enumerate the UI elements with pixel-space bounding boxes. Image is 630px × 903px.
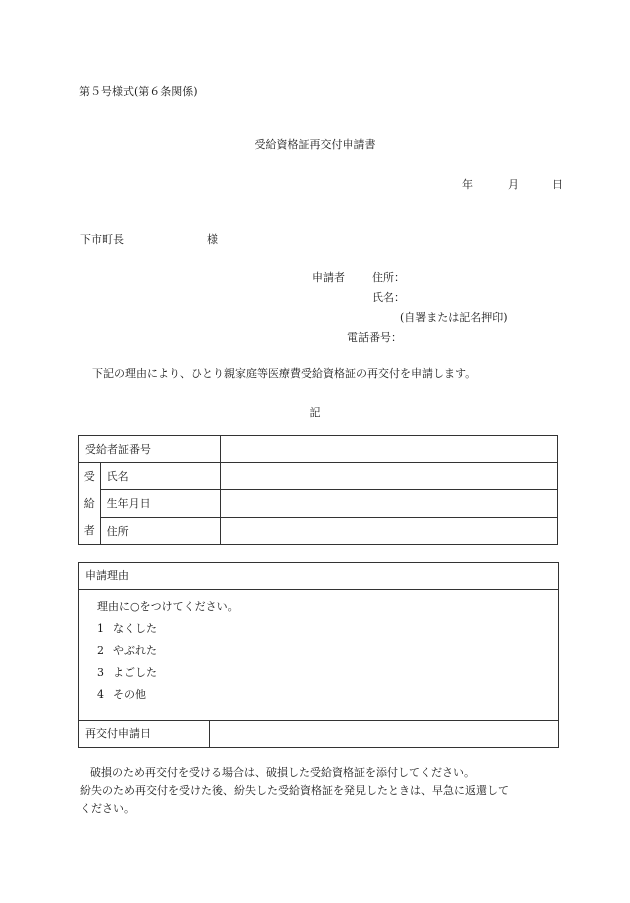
- note-lost-continued: ください。: [80, 802, 135, 815]
- date-year-label: 年: [462, 178, 473, 191]
- reason-option-1[interactable]: 1 なくした: [97, 622, 157, 635]
- addressee-suffix: 様: [207, 233, 218, 246]
- note-damaged: 破損のため再交付を受ける場合は、破損した受給資格証を添付してください。: [90, 766, 475, 779]
- recipient-name-field[interactable]: [221, 463, 558, 490]
- addressee-name: 下市町長: [80, 233, 124, 246]
- reissue-date-field[interactable]: [210, 721, 558, 747]
- recipient-table: [78, 435, 558, 545]
- reason-header: 申請理由: [79, 563, 558, 590]
- date-month-label: 月: [508, 178, 519, 191]
- cert-number-label: 受給者証番号: [79, 436, 221, 463]
- recipient-address-label: 住所: [100, 517, 220, 544]
- reason-section: [78, 562, 559, 748]
- reason-option-2[interactable]: 2 やぶれた: [97, 644, 157, 657]
- cert-number-field[interactable]: [221, 436, 558, 463]
- form-title: 受給資格証再交付申請書: [254, 138, 376, 151]
- applicant-label: 申請者: [312, 271, 345, 284]
- table-row: [79, 517, 558, 544]
- date-line: [462, 176, 563, 192]
- request-statement: 下記の理由により、ひとり親家庭等医療費受給資格証の再交付を申請します。: [92, 367, 477, 380]
- ki-heading: 記: [309, 406, 321, 419]
- form-number: 第５号様式(第６条関係): [79, 85, 198, 98]
- signature-note: (自署または記名押印): [400, 311, 508, 324]
- reason-option-4[interactable]: 4 その他: [97, 688, 146, 701]
- recipient-group-label: 受 給 者: [79, 463, 101, 545]
- applicant-phone-label: 電話番号：: [347, 331, 402, 344]
- applicant-name-label: 氏名：: [372, 291, 405, 304]
- date-day-label: 日: [552, 178, 563, 191]
- table-row: [79, 463, 558, 490]
- recipient-address-field[interactable]: [221, 517, 558, 544]
- table-row: [79, 436, 558, 463]
- reason-option-3[interactable]: 3 よごした: [97, 666, 157, 679]
- reason-instruction: 理由に○をつけてください。: [97, 600, 239, 613]
- table-row: [79, 490, 558, 517]
- reissue-date-label: 再交付申請日: [85, 727, 151, 740]
- recipient-name-label: 氏名: [100, 463, 220, 490]
- applicant-address-label: 住所：: [372, 271, 405, 284]
- note-lost: 紛失のため再交付を受けた後、紛失した受給資格証を発見したときは、早急に返還して: [80, 784, 509, 797]
- recipient-birthdate-field[interactable]: [221, 490, 558, 517]
- reissue-date-row: [79, 721, 558, 747]
- recipient-birthdate-label: 生年月日: [100, 490, 220, 517]
- reason-body: [79, 590, 558, 721]
